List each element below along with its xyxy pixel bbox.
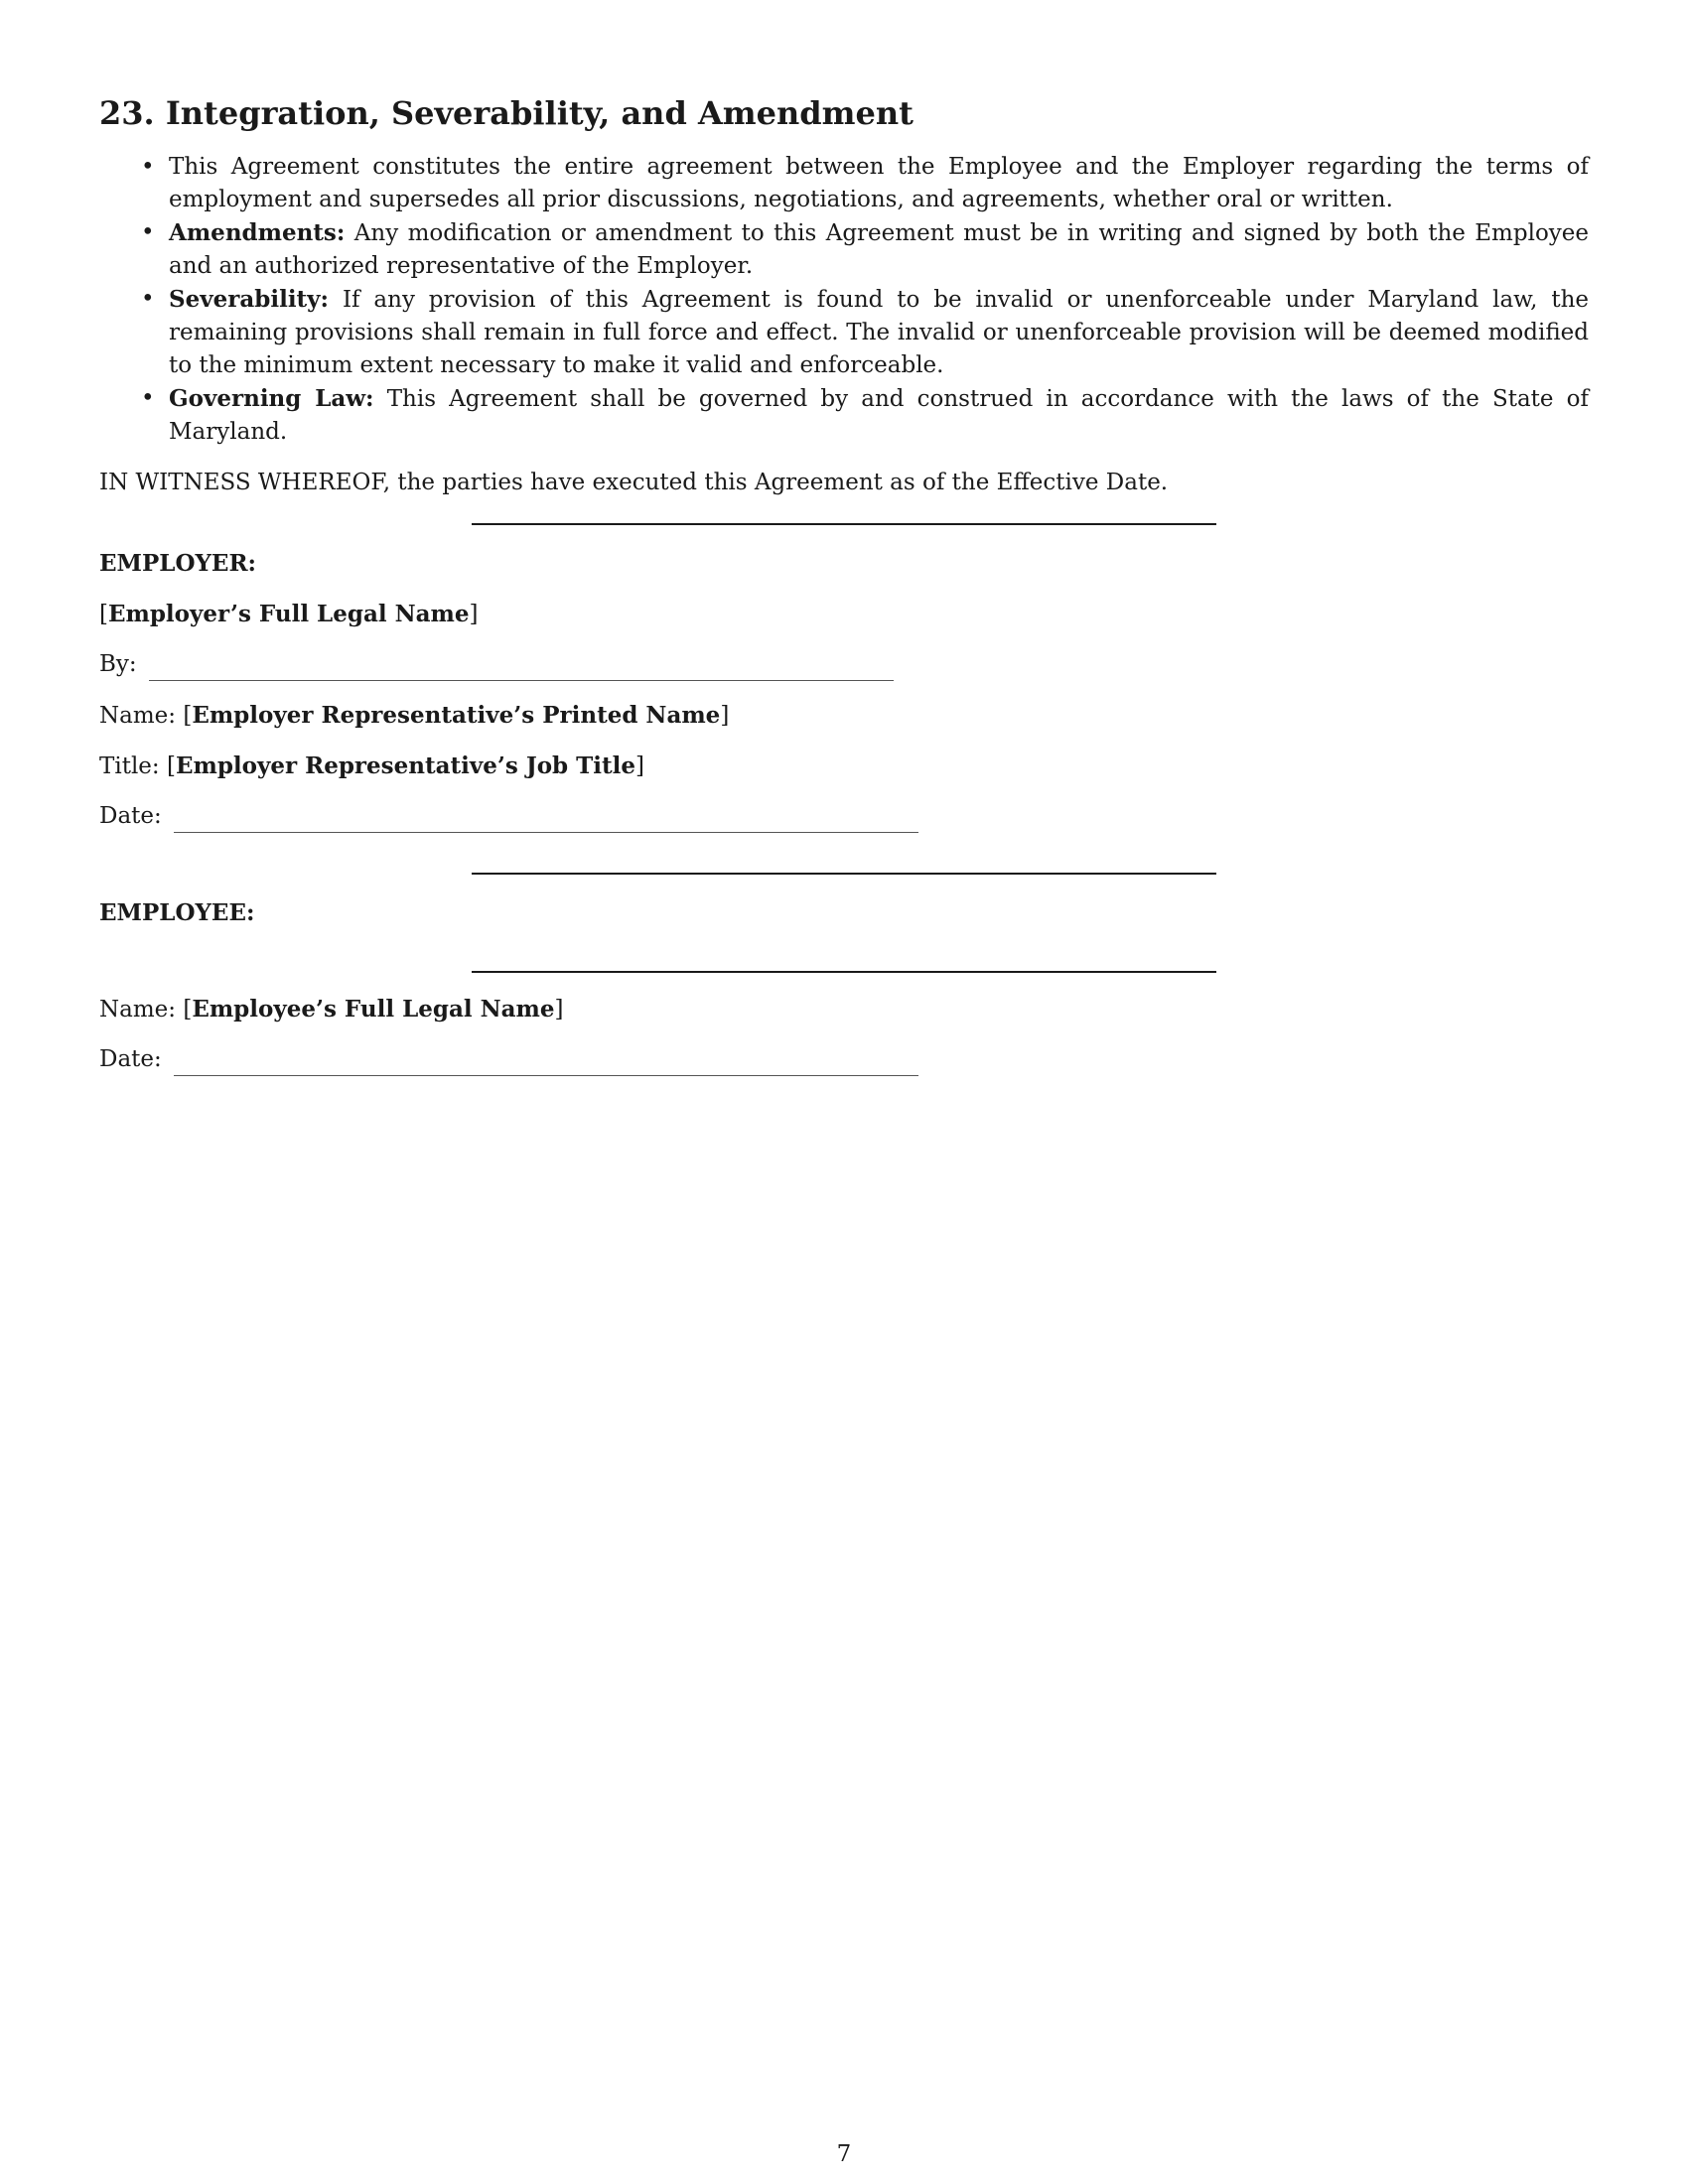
clause-amendments <box>141 216 1590 283</box>
clause-label: Amendments: <box>169 219 346 246</box>
employee-signature-rule-top <box>472 873 1216 875</box>
section-heading <box>99 89 1589 137</box>
section-title: Integration, Severability, and Amendment <box>165 94 914 132</box>
open-bracket: [ <box>99 602 108 627</box>
employee-name-line <box>99 993 1589 1025</box>
employer-rep-title-placeholder: Employer Representative’s Job Title <box>175 752 635 779</box>
document-page <box>99 89 1589 1076</box>
bullet-icon: • <box>141 154 155 180</box>
close-bracket: ] <box>469 602 479 627</box>
close-bracket: ] <box>635 753 644 779</box>
bullet-icon: • <box>141 385 155 411</box>
employer-rep-title-line <box>99 750 1589 782</box>
employer-signature-rule <box>472 523 1216 525</box>
employee-label: EMPLOYEE: <box>99 899 255 926</box>
section-number: 23. <box>99 94 155 132</box>
clause-label: Governing Law: <box>169 385 374 412</box>
clause-text: This Agreement shall be governed by and construed in accordance with the laws of the State of Maryland. <box>169 386 1590 445</box>
close-bracket: ] <box>720 703 730 729</box>
clause-label: Severability: <box>169 286 330 313</box>
open-bracket: [ <box>166 753 176 779</box>
title-label: Title: <box>99 753 160 779</box>
date-label: Date: <box>99 1046 162 1072</box>
name-label: Name: <box>99 703 177 729</box>
clause-list <box>99 151 1589 449</box>
open-bracket: [ <box>183 703 193 729</box>
by-label: By: <box>99 651 137 677</box>
open-bracket: [ <box>183 997 193 1023</box>
clause-text: If any provision of this Agreement is found to be invalid or unenforceable under Maryland law, the remaining provisions shall remain in full force and effect. The invalid or unenforceable provision will be deemed modified to the minimum extent necessary to make it valid and enforceable. <box>169 287 1589 378</box>
employer-by-line <box>99 648 1589 681</box>
employer-rep-name-placeholder: Employer Representative’s Printed Name <box>192 702 721 729</box>
employee-date-line <box>99 1043 1589 1076</box>
clause-integration <box>141 151 1589 216</box>
employer-date-line <box>99 800 1589 833</box>
close-bracket: ] <box>554 997 564 1023</box>
employer-date-field[interactable] <box>174 806 918 833</box>
name-label: Name: <box>99 997 177 1023</box>
clause-text: This Agreement constitutes the entire agreement between the Employee and the Employer regarding the terms of employment and supersedes all prior discussions, negotiations, and agreements, whether oral or written. <box>169 154 1589 212</box>
clause-severability <box>141 283 1589 382</box>
employer-name-placeholder: Employer’s Full Legal Name <box>107 601 470 627</box>
date-label: Date: <box>99 803 162 829</box>
employer-signature-field[interactable] <box>149 654 894 681</box>
employer-label: EMPLOYER: <box>99 550 257 577</box>
employer-rep-name-line <box>99 699 1589 732</box>
page-number: 7 <box>836 2141 852 2167</box>
employer-legal-name <box>99 598 1589 630</box>
employee-name-placeholder: Employee’s Full Legal Name <box>192 996 555 1023</box>
witness-statement: IN WITNESS WHEREOF, the parties have executed this Agreement as of the Effective Date. <box>99 470 1169 495</box>
clause-governing-law <box>141 382 1590 449</box>
bullet-icon: • <box>141 219 155 245</box>
employee-signature-rule[interactable] <box>472 971 1216 973</box>
clause-text: Any modification or amendment to this Agreement must be in writing and signed by both the Employee and an authorized representative of the Employer. <box>169 220 1590 279</box>
bullet-icon: • <box>141 286 155 312</box>
employee-date-field[interactable] <box>174 1049 918 1076</box>
